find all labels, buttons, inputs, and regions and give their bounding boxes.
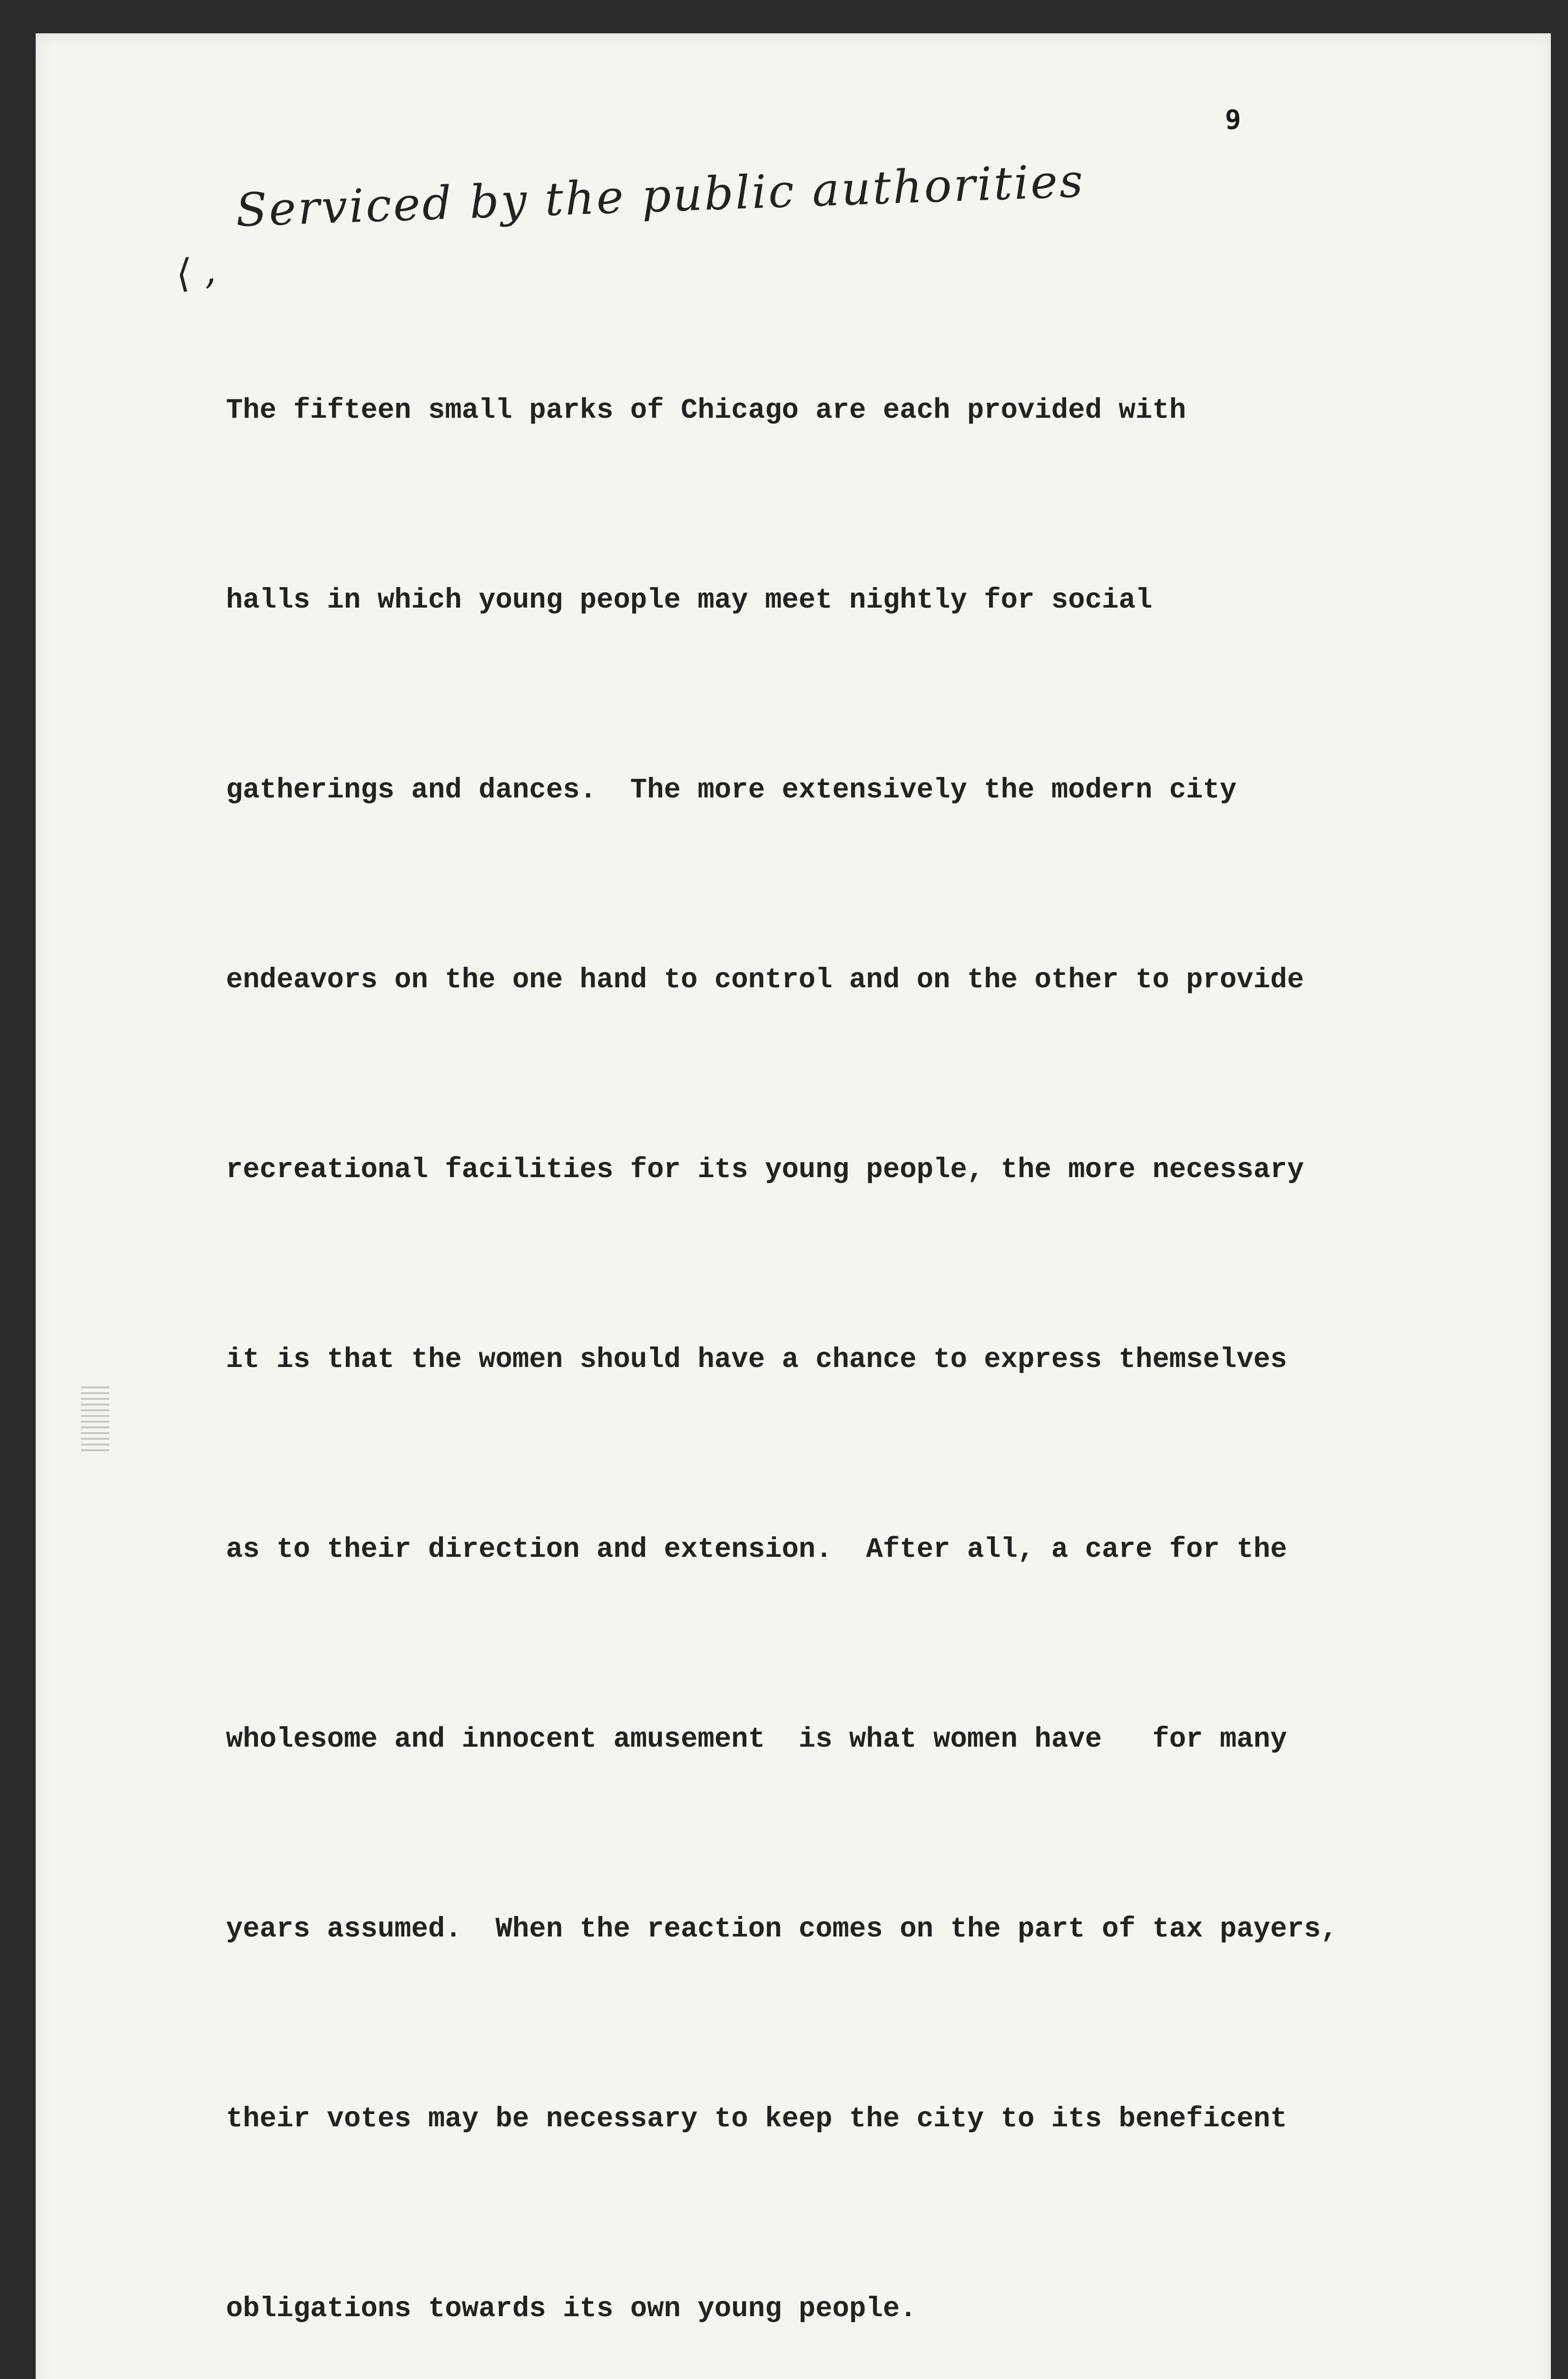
typed-text-body [226,252,1444,2379]
text-line: recreational facilities for its young people, the more necessary [226,1154,1304,1186]
insertion-mark: ⟨ , [173,247,218,297]
text-line: halls in which young people may meet nightly for social [226,584,1153,616]
page-number: 9 [1225,105,1241,136]
text-line: gatherings and dances. The more extensively the modern city [226,774,1237,806]
text-line: endeavors on the one hand to control and on the other to provide [226,964,1304,996]
text-line: wholesome and innocent amusement is what women have for many [226,1723,1287,1755]
scan-artifact [81,1385,109,1451]
text-line: obligations towards its own young people. [226,2293,917,2325]
document-page [36,33,1551,2379]
text-line: as to their direction and extension. After all, a care for the [226,1534,1287,1565]
text-line: The fifteen small parks of Chicago are each provided with [226,394,1186,426]
text-line: their votes may be necessary to keep the city to its beneficent [226,2103,1287,2135]
text-line: it is that the women should have a chance to express themselves [226,1344,1287,1376]
handwritten-annotation: Serviced by the public authorities [235,154,1086,237]
text-line: years assumed. When the reaction comes on the part of tax payers, [226,1913,1338,1945]
